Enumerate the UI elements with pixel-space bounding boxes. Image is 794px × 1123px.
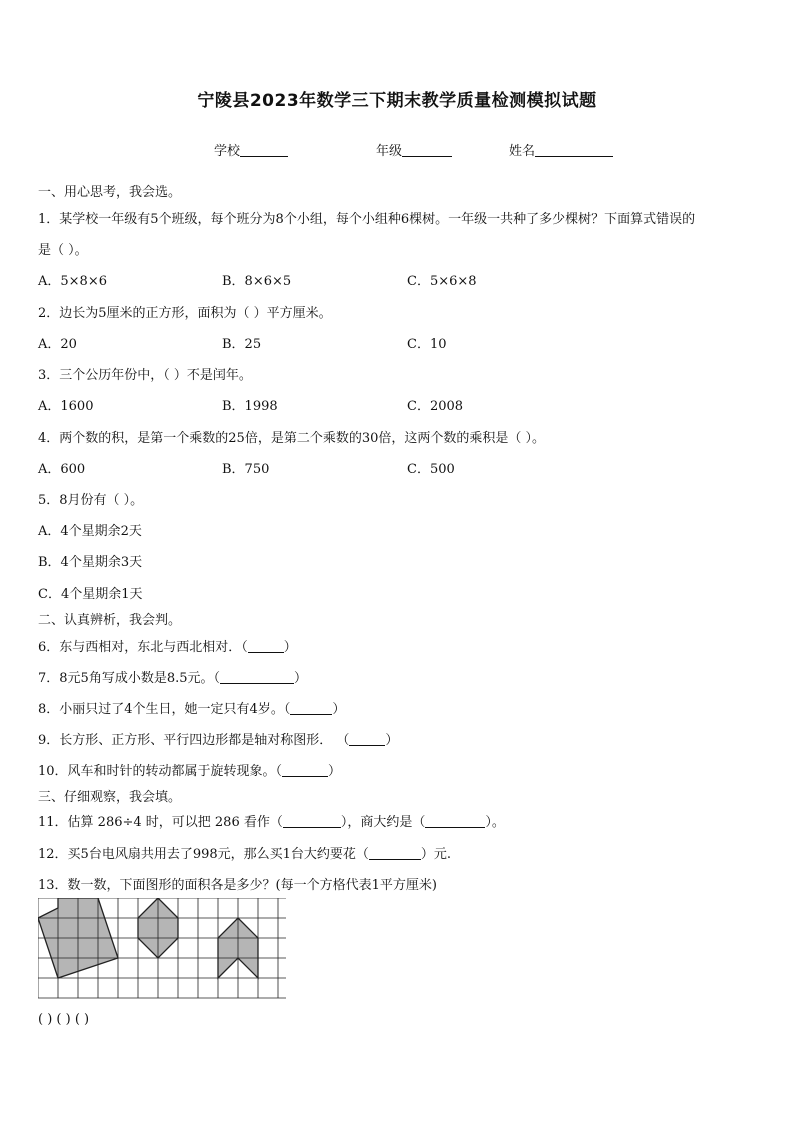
question-3: 3．三个公历年份中，（ ）不是闰年。: [38, 368, 252, 383]
question-1-line-1: 1．某学校一年级有5个班级，每个班分为8个小组，每个小组种6棵树。一年级一共种了多少棵树？下面算式错误的: [38, 212, 696, 227]
question-6-text: 6．东与西相对，东北与西北相对．（: [38, 640, 248, 655]
question-1-option-a[interactable]: A．5×8×6: [38, 274, 107, 289]
question-4-option-a[interactable]: A．600: [38, 462, 86, 477]
question-4-option-b[interactable]: B．750: [222, 462, 270, 477]
area-grid-figure: [38, 898, 286, 1000]
question-7-close: ）: [294, 671, 308, 686]
school-field: [214, 140, 288, 159]
section-3-heading: 三、仔细观察，我会填。: [38, 790, 182, 805]
question-1-option-c[interactable]: C．5×6×8: [407, 274, 477, 289]
question-8-text: 8．小丽只过了4个生日，她一定只有4岁。（: [38, 702, 291, 717]
question-10: [38, 760, 341, 779]
question-2-option-b[interactable]: B．25: [222, 337, 262, 352]
page-title: 宁陵县2023年数学三下期末教学质量检测模拟试题: [197, 91, 597, 111]
question-11-close: ）。: [485, 815, 505, 830]
question-7: [38, 667, 307, 686]
question-5: 5．8月份有（ ）。: [38, 493, 144, 508]
question-3-option-c[interactable]: C．2008: [407, 399, 464, 414]
question-6-close: ）: [283, 640, 297, 655]
question-6: [38, 636, 297, 655]
question-10-text: 10．风车和时针的转动都属于旋转现象。（: [38, 764, 283, 779]
grade-blank[interactable]: [402, 143, 452, 157]
name-label: 姓名: [509, 144, 536, 159]
question-7-text: 7．8元5角写成小数是8.5元。（: [38, 671, 220, 686]
question-10-answer-blank[interactable]: [282, 764, 328, 777]
question-11-text: 11．估算 286÷4 时，可以把 286 看作（: [38, 815, 283, 830]
question-10-close: ）: [328, 764, 342, 779]
question-1-line-2: 是（ ）。: [38, 243, 88, 258]
question-3-option-b[interactable]: B．1998: [222, 399, 278, 414]
question-5-option-b[interactable]: B．4个星期余3天: [38, 555, 143, 570]
question-8: [38, 698, 345, 717]
school-label: 学校: [214, 144, 241, 159]
question-4-option-c[interactable]: C．500: [407, 462, 455, 477]
question-12-text: 12．买5台电风扇共用去了998元，那么买1台大约要花（: [38, 847, 369, 862]
question-4: 4．两个数的积，是第一个乘数的25倍，是第二个乘数的30倍，这两个数的乘积是（ ）。: [38, 431, 545, 446]
question-2-option-c[interactable]: C．10: [407, 337, 447, 352]
question-9-text: 9．长方形、正方形、平行四边形都是轴对称图形． （: [38, 733, 350, 748]
question-1-option-b[interactable]: B．8×6×5: [222, 274, 292, 289]
question-11: [38, 811, 505, 830]
name-field: [509, 140, 613, 159]
question-5-option-a[interactable]: A．4个星期余2天: [38, 524, 142, 539]
question-6-answer-blank[interactable]: [248, 640, 284, 653]
question-13-answer-blanks[interactable]: ( ) ( ) ( ): [38, 1012, 90, 1027]
question-3-option-a[interactable]: A．1600: [38, 399, 94, 414]
question-9-answer-blank[interactable]: [349, 733, 385, 746]
question-8-close: ）: [332, 702, 346, 717]
grade-label: 年级: [376, 144, 403, 159]
section-2-heading: 二、认真辨析，我会判。: [38, 613, 182, 628]
question-7-answer-blank[interactable]: [220, 671, 294, 684]
question-9: [38, 729, 398, 748]
school-blank[interactable]: [240, 143, 288, 157]
section-1-heading: 一、用心思考，我会选。: [38, 185, 182, 200]
question-12-answer-blank[interactable]: [369, 847, 421, 860]
grade-field: [376, 140, 452, 159]
question-11-middle: ），商大约是（: [340, 815, 426, 830]
question-11-answer-blank-2[interactable]: [425, 815, 485, 828]
question-2: 2．边长为5厘米的正方形，面积为（ ）平方厘米。: [38, 306, 332, 321]
question-2-option-a[interactable]: A．20: [38, 337, 77, 352]
question-12-close: ）元.: [420, 847, 452, 862]
name-blank[interactable]: [535, 143, 613, 157]
question-8-answer-blank[interactable]: [290, 702, 332, 715]
question-13: 13．数一数，下面图形的面积各是多少？(每一个方格代表1平方厘米): [38, 878, 437, 893]
question-5-option-c[interactable]: C．4个星期余1天: [38, 587, 143, 602]
question-12: [38, 843, 451, 862]
question-9-close: ）: [385, 733, 399, 748]
question-11-answer-blank-1[interactable]: [283, 815, 341, 828]
